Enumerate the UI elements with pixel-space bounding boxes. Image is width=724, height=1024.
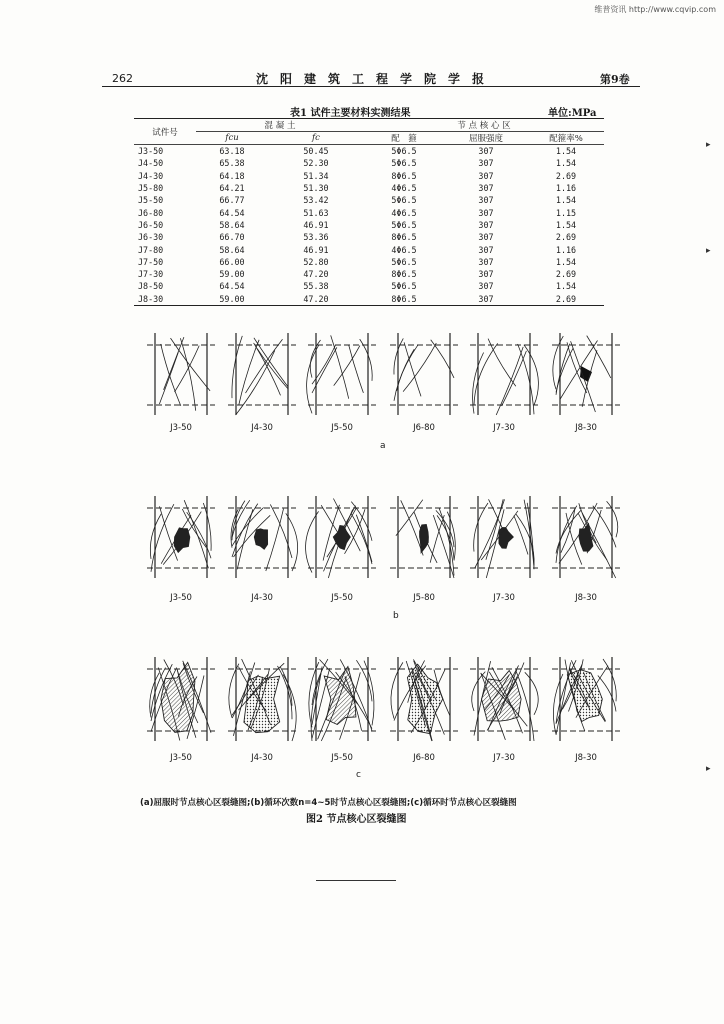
cell-specimen: J8-50 bbox=[138, 281, 164, 292]
cell-fcu: 64.54 bbox=[219, 207, 245, 218]
cell-specimen: J4-50 bbox=[138, 158, 164, 169]
crack-line bbox=[518, 344, 534, 414]
cell-specimen: J6-50 bbox=[138, 219, 164, 230]
crack-line bbox=[239, 340, 259, 405]
crack-panel bbox=[147, 496, 215, 578]
cell-yield: 307 bbox=[478, 219, 494, 230]
panel-label: J8-30 bbox=[575, 753, 597, 763]
crack-panel bbox=[470, 657, 538, 741]
crack-panel bbox=[306, 496, 376, 578]
cell-ratio: 1.54 bbox=[555, 195, 577, 206]
crack-line bbox=[433, 515, 454, 578]
panel-label: J7-30 bbox=[493, 423, 515, 433]
cell-yield: 307 bbox=[478, 146, 494, 157]
cell-yield: 307 bbox=[478, 281, 494, 292]
crack-line bbox=[524, 500, 534, 567]
cell-fcu: 66.70 bbox=[219, 232, 245, 243]
subfigure-letter: a bbox=[380, 441, 386, 451]
cell-yield: 307 bbox=[478, 158, 494, 169]
crack-line bbox=[403, 343, 436, 392]
volume-label: 第9卷 bbox=[600, 73, 630, 86]
cell-specimen: J3-50 bbox=[138, 146, 164, 157]
cell-fc: 47.20 bbox=[303, 293, 329, 304]
damage-zone bbox=[254, 529, 267, 549]
footer-rule bbox=[316, 880, 396, 881]
col-stirrup-ratio: 配箍率% bbox=[549, 134, 583, 144]
crack-line bbox=[246, 339, 283, 393]
crack-line bbox=[404, 342, 421, 396]
crack-line bbox=[232, 500, 250, 537]
panel-label: J5-50 bbox=[331, 593, 353, 603]
crack-line bbox=[396, 500, 423, 536]
crack-panel bbox=[470, 333, 538, 415]
cell-fc: 51.63 bbox=[303, 207, 329, 218]
crack-line bbox=[356, 660, 372, 701]
cell-yield: 307 bbox=[478, 232, 494, 243]
cell-fc: 46.91 bbox=[303, 244, 329, 255]
cell-fc: 51.30 bbox=[303, 183, 329, 194]
cell-specimen: J4-30 bbox=[138, 170, 164, 181]
crack-panel bbox=[470, 496, 538, 578]
crack-line bbox=[364, 661, 374, 726]
cell-yield: 307 bbox=[478, 170, 494, 181]
cell-ratio: 1.54 bbox=[555, 219, 577, 230]
crack-line bbox=[266, 509, 284, 571]
cell-fcu: 66.00 bbox=[219, 256, 245, 267]
cell-specimen: J7-30 bbox=[138, 269, 164, 280]
crack-panel bbox=[228, 496, 298, 578]
cell-reinforcement: 5Φ6.5 bbox=[391, 256, 417, 267]
margin-mark: ▸ bbox=[706, 246, 711, 256]
cell-reinforcement: 5Φ6.5 bbox=[391, 158, 417, 169]
cell-specimen: J5-50 bbox=[138, 195, 164, 206]
cell-reinforcement: 8Φ6.5 bbox=[391, 269, 417, 280]
margin-mark: ▸ bbox=[706, 140, 711, 150]
crack-line bbox=[502, 351, 527, 406]
figure-caption: (a)屈服时节点核心区裂缝图;(b)循环次数n=4~5时节点核心区裂缝图;(c)循环时节点核心区裂缝图 bbox=[140, 798, 517, 808]
cell-yield: 307 bbox=[478, 244, 494, 255]
cell-yield: 307 bbox=[478, 207, 494, 218]
cell-reinforcement: 4Φ6.5 bbox=[391, 207, 417, 218]
panel-label: J3-50 bbox=[170, 593, 192, 603]
crack-line bbox=[560, 341, 598, 400]
cell-reinforcement: 5Φ6.5 bbox=[391, 195, 417, 206]
cell-ratio: 1.54 bbox=[555, 158, 577, 169]
page-number: 262 bbox=[112, 72, 133, 85]
crack-line bbox=[391, 662, 403, 718]
crack-line bbox=[278, 666, 293, 719]
cell-reinforcement: 5Φ6.5 bbox=[391, 146, 417, 157]
cell-fcu: 59.00 bbox=[219, 269, 245, 280]
cell-fc: 46.91 bbox=[303, 219, 329, 230]
cell-yield: 307 bbox=[478, 293, 494, 304]
crack-panel bbox=[308, 657, 376, 741]
cell-reinforcement: 4Φ6.5 bbox=[391, 244, 417, 255]
cell-reinforcement: 8Φ6.5 bbox=[391, 293, 417, 304]
crack-line bbox=[270, 504, 292, 558]
crack-line bbox=[525, 672, 538, 715]
crack-line bbox=[524, 345, 539, 405]
panel-label: J3-50 bbox=[170, 423, 192, 433]
crack-panel bbox=[552, 657, 620, 741]
cell-reinforcement: 8Φ6.5 bbox=[391, 170, 417, 181]
cell-yield: 307 bbox=[478, 183, 494, 194]
subfigure-letter: c bbox=[356, 770, 361, 780]
cell-fc: 50.45 bbox=[303, 146, 329, 157]
cell-fcu: 64.54 bbox=[219, 281, 245, 292]
crack-panel bbox=[552, 496, 620, 578]
cell-fcu: 58.64 bbox=[219, 244, 245, 255]
cell-specimen: J8-30 bbox=[138, 293, 164, 304]
cell-fcu: 59.00 bbox=[219, 293, 245, 304]
group-joint-core: 节 点 核 心 区 bbox=[364, 119, 604, 132]
crack-line bbox=[159, 352, 178, 404]
panel-label: J6-80 bbox=[413, 423, 435, 433]
crack-line bbox=[180, 338, 195, 411]
cell-fcu: 64.18 bbox=[219, 170, 245, 181]
cell-fc: 52.80 bbox=[303, 256, 329, 267]
crack-line bbox=[561, 509, 575, 553]
crack-panel bbox=[390, 657, 458, 741]
cell-fc: 53.42 bbox=[303, 195, 329, 206]
cell-reinforcement: 5Φ6.5 bbox=[391, 219, 417, 230]
cell-ratio: 1.54 bbox=[555, 256, 577, 267]
col-fc: fc bbox=[312, 133, 320, 143]
subfigure-letter: b bbox=[393, 611, 399, 621]
cell-ratio: 1.15 bbox=[555, 207, 577, 218]
crack-line bbox=[254, 343, 281, 396]
watermark: 维普资讯 http://www.cqvip.com bbox=[594, 5, 716, 14]
crack-panel bbox=[228, 657, 296, 741]
panel-label: J6-80 bbox=[413, 753, 435, 763]
cell-specimen: J7-50 bbox=[138, 256, 164, 267]
cell-specimen: J5-80 bbox=[138, 183, 164, 194]
table-unit: 单位:MPa bbox=[548, 108, 597, 119]
group-concrete: 混 凝 土 bbox=[196, 119, 364, 132]
crack-line bbox=[334, 346, 360, 386]
cell-ratio: 1.54 bbox=[555, 146, 577, 157]
panel-label: J4-30 bbox=[251, 423, 273, 433]
cell-fc: 53.36 bbox=[303, 232, 329, 243]
cell-ratio: 2.69 bbox=[555, 170, 577, 181]
cell-specimen: J6-30 bbox=[138, 232, 164, 243]
panel-label: J8-30 bbox=[575, 593, 597, 603]
panel-label: J5-50 bbox=[331, 423, 353, 433]
panel-label: J7-30 bbox=[493, 753, 515, 763]
panel-label: J4-30 bbox=[251, 593, 273, 603]
cell-fc: 51.34 bbox=[303, 170, 329, 181]
damage-zone bbox=[499, 528, 513, 549]
cell-yield: 307 bbox=[478, 269, 494, 280]
journal-title: 沈阳建筑工程学院学报 bbox=[256, 72, 497, 86]
crack-line bbox=[439, 508, 454, 575]
cell-fcu: 66.77 bbox=[219, 195, 245, 206]
cell-fc: 47.20 bbox=[303, 269, 329, 280]
cell-ratio: 2.69 bbox=[555, 232, 577, 243]
panel-label: J5-50 bbox=[331, 753, 353, 763]
panel-label: J8-30 bbox=[575, 423, 597, 433]
table-title: 表1 试件主要材料实测结果 bbox=[290, 108, 411, 119]
cell-fc: 52.30 bbox=[303, 158, 329, 169]
margin-mark: ▸ bbox=[706, 764, 711, 774]
crack-panel bbox=[390, 333, 458, 415]
crack-panel bbox=[307, 333, 376, 415]
cell-fc: 55.38 bbox=[303, 281, 329, 292]
panel-label: J3-50 bbox=[170, 753, 192, 763]
cell-reinforcement: 4Φ6.5 bbox=[391, 183, 417, 194]
cell-specimen: J6-80 bbox=[138, 207, 164, 218]
crack-panel bbox=[228, 333, 296, 415]
crack-line bbox=[394, 338, 403, 374]
crack-panel bbox=[390, 496, 458, 578]
crack-line bbox=[229, 664, 239, 718]
crack-line bbox=[306, 511, 319, 572]
panel-label: J7-30 bbox=[493, 593, 515, 603]
crack-line bbox=[307, 345, 319, 414]
cell-reinforcement: 8Φ6.5 bbox=[391, 232, 417, 243]
crack-line bbox=[237, 509, 253, 569]
crack-line bbox=[430, 515, 444, 563]
crack-line bbox=[401, 500, 424, 555]
crack-panel bbox=[147, 333, 215, 415]
cell-fcu: 63.18 bbox=[219, 146, 245, 157]
crack-line bbox=[603, 659, 616, 701]
cell-reinforcement: 5Φ6.5 bbox=[391, 281, 417, 292]
cell-yield: 307 bbox=[478, 256, 494, 267]
panel-label: J4-30 bbox=[251, 753, 273, 763]
cell-fcu: 64.21 bbox=[219, 183, 245, 194]
cell-fcu: 65.38 bbox=[219, 158, 245, 169]
panel-label: J5-80 bbox=[413, 593, 435, 603]
cell-yield: 307 bbox=[478, 195, 494, 206]
col-yield-strength: 屈服强度 bbox=[468, 134, 503, 144]
cell-ratio: 1.54 bbox=[555, 281, 577, 292]
cell-ratio: 1.16 bbox=[555, 244, 577, 255]
crack-panel bbox=[147, 657, 215, 741]
cell-specimen: J7-80 bbox=[138, 244, 164, 255]
cell-ratio: 2.69 bbox=[555, 293, 577, 304]
cell-ratio: 2.69 bbox=[555, 269, 577, 280]
crack-line bbox=[474, 503, 488, 552]
col-reinforcement: 配 箍 bbox=[391, 134, 417, 144]
col-specimen: 试件号 bbox=[152, 127, 178, 138]
cell-ratio: 1.16 bbox=[555, 183, 577, 194]
crack-line bbox=[516, 514, 534, 565]
crack-panel bbox=[552, 333, 620, 415]
col-fcu: fcu bbox=[225, 133, 239, 143]
cell-fcu: 58.64 bbox=[219, 219, 245, 230]
figure-title: 图2 节点核心区裂缝图 bbox=[306, 814, 407, 825]
